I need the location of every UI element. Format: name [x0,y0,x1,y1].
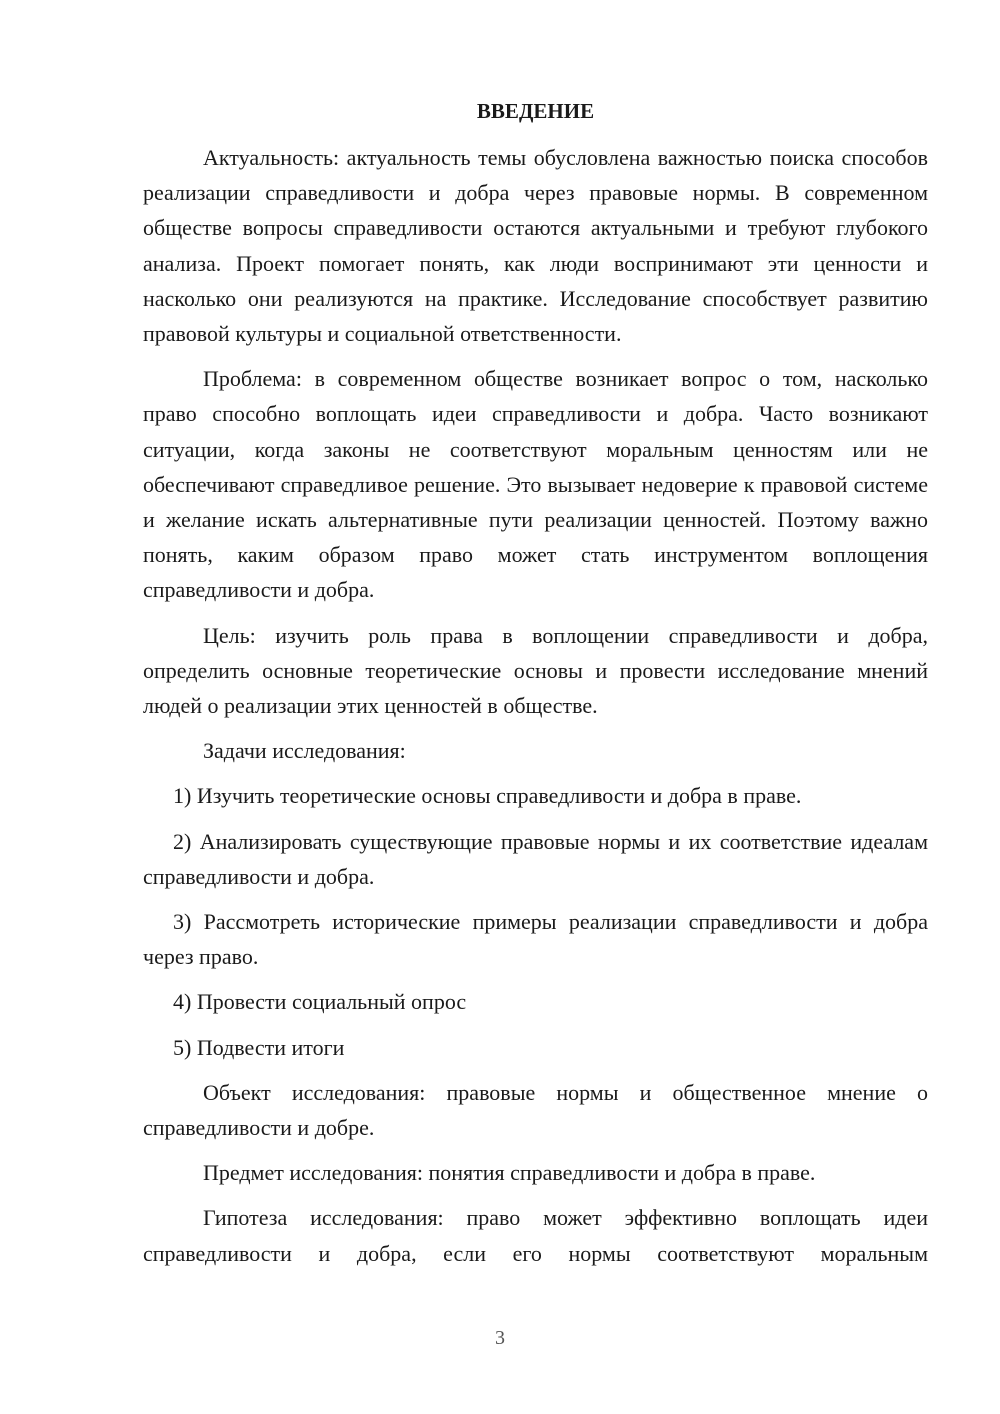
task-item-5: 5) Подвести итоги [173,1034,345,1060]
paragraph-problem: Проблема: в современном обществе возникает вопрос о том, насколько право способно воплощать идеи справедливости и добра. Часто возникают ситуации, когда законы не соответствуют моральным ценностям или не обеспечивают справедливое решение. Это вызывает недоверие к правовой системе и желание искать альтернативные пути реализации ценностей. Поэтому важно понять, каким образом право может стать инструментом воплощения справедливости и добра. [143,366,928,603]
task-item-2: 2) Анализировать существующие правовые нормы и их соответствие идеалам справедливости и добра. [143,828,928,889]
page-body [143,94,928,1281]
section-title: ВВЕДЕНИЕ [476,99,595,123]
paragraph-object: Объект исследования: правовые нормы и общественное мнение о справедливости и добре. [143,1079,928,1141]
paragraph-tasks-heading: Задачи исследования: [203,738,406,764]
page-number: 3 [495,1327,505,1349]
paragraph-subject: Предмет исследования: понятия справедливости и добра в праве. [203,1160,816,1186]
task-item-3: 3) Рассмотреть исторические примеры реализации справедливости и добра через право. [143,909,928,970]
paragraph-relevance: Актуальность: актуальность темы обусловлена важностью поиска способов реализации справедливости и добра через правовые нормы. В современном обществе вопросы справедливости остаются актуальными и требуют глубокого анализа. Проект помогает понять, как люди воспринимают эти ценности и насколько они реализуются на практике. Исследование способствует развитию правовой культуры и социальной ответственности. [143,145,928,347]
task-item-4: 4) Провести социальный опрос [173,989,467,1015]
paragraph-goal: Цель: изучить роль права в воплощении справедливости и добра, определить основные теоретические основы и провести исследование мнений людей о реализации этих ценностей в обществе. [143,622,928,719]
paragraph-hypothesis: Гипотеза исследования: право может эффективно воплощать идеи справедливости и добра, если его нормы соответствуют моральным [143,1205,928,1266]
task-item-1: 1) Изучить теоретические основы справедливости и добра в праве. [173,783,802,809]
